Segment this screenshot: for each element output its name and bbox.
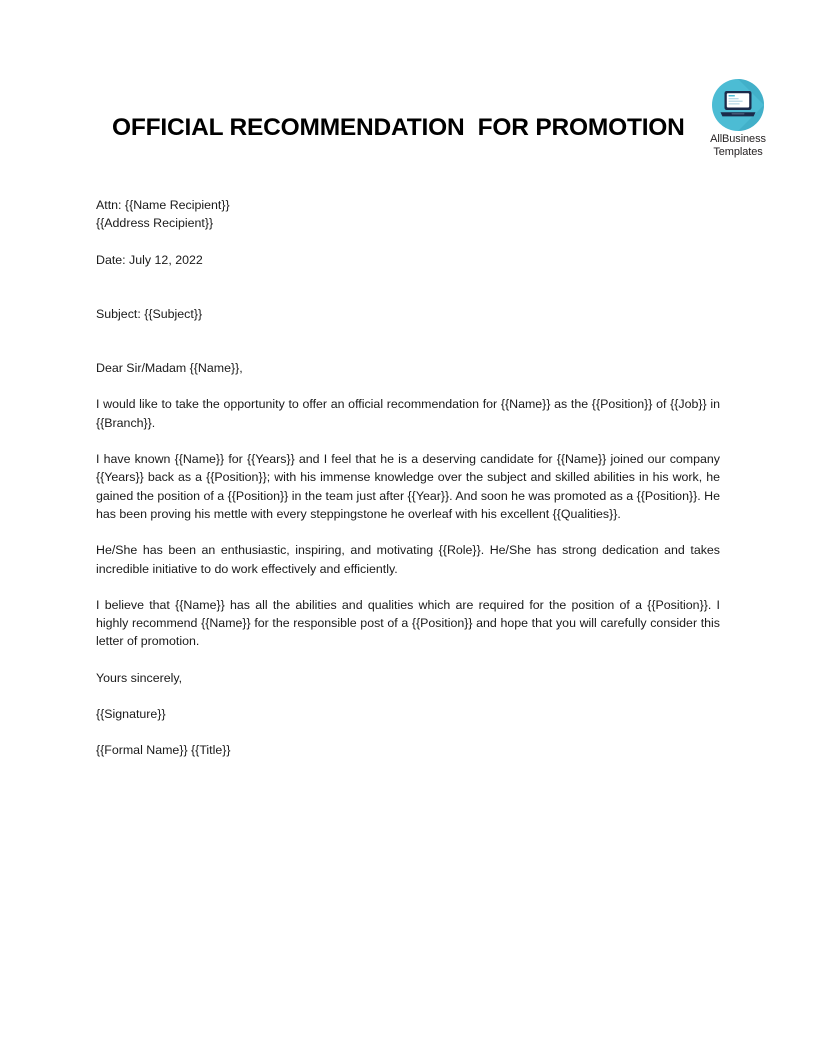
page-title: OFFICIAL RECOMMENDATION FOR PROMOTION — [112, 114, 685, 141]
spacer — [96, 233, 720, 251]
body-paragraph-4: I believe that {{Name}} has all the abilities and qualities which are required for the position of a {{Position}}. I highly recommend {{Name}} for the responsible post of a {{Position}} and hope that you will carefully consider this letter of promotion. — [96, 597, 720, 649]
spacer — [96, 269, 720, 305]
signer-name-title: {{Formal Name}} {{Title}} — [96, 743, 231, 758]
spacer — [96, 323, 720, 359]
body-paragraph-3: He/She has been an enthusiastic, inspiring, and motivating {{Role}}. He/She has strong dedication and takes incredible initiative to do work effectively and efficiently. — [96, 543, 720, 576]
spacer — [96, 687, 720, 705]
logo-brand-line1: AllBusiness — [710, 133, 766, 145]
spacer — [96, 578, 720, 596]
letter-body — [96, 196, 720, 760]
signature-placeholder: {{Signature}} — [96, 707, 166, 722]
recipient-address-line: {{Address Recipient}} — [96, 216, 214, 231]
spacer — [96, 723, 720, 741]
laptop-icon — [711, 78, 765, 132]
salutation: Dear Sir/Madam {{Name}}, — [96, 361, 243, 376]
valediction: Yours sincerely, — [96, 670, 183, 685]
spacer — [96, 377, 720, 395]
spacer — [96, 432, 720, 450]
body-paragraph-2: I have known {{Name}} for {{Years}} and I feel that he is a deserving candidate for {{Name}} joined our company {{Years}} back as a {{Position}}; with his immense knowledge over the subject and skilled abilities in his work, he gained the position of a {{Position}} in the team just after {{Year}}. And soon he was promoted as a {{Position}}. He has been proving his mettle with every steppingstone he overleaf with his excellent {{Qualities}}. — [96, 452, 720, 521]
subject-line: Subject: {{Subject}} — [96, 306, 203, 321]
body-paragraph-1: I would like to take the opportunity to offer an official recommendation for {{Name}} as the {{Position}} of {{Job}} in {{Branch}}. — [96, 397, 720, 430]
recipient-attn-line: Attn: {{Name Recipient}} — [96, 198, 230, 212]
spacer — [96, 651, 720, 669]
date-line: Date: July 12, 2022 — [96, 252, 203, 267]
logo-brand-line2: Templates — [713, 145, 763, 158]
spacer — [96, 523, 720, 541]
